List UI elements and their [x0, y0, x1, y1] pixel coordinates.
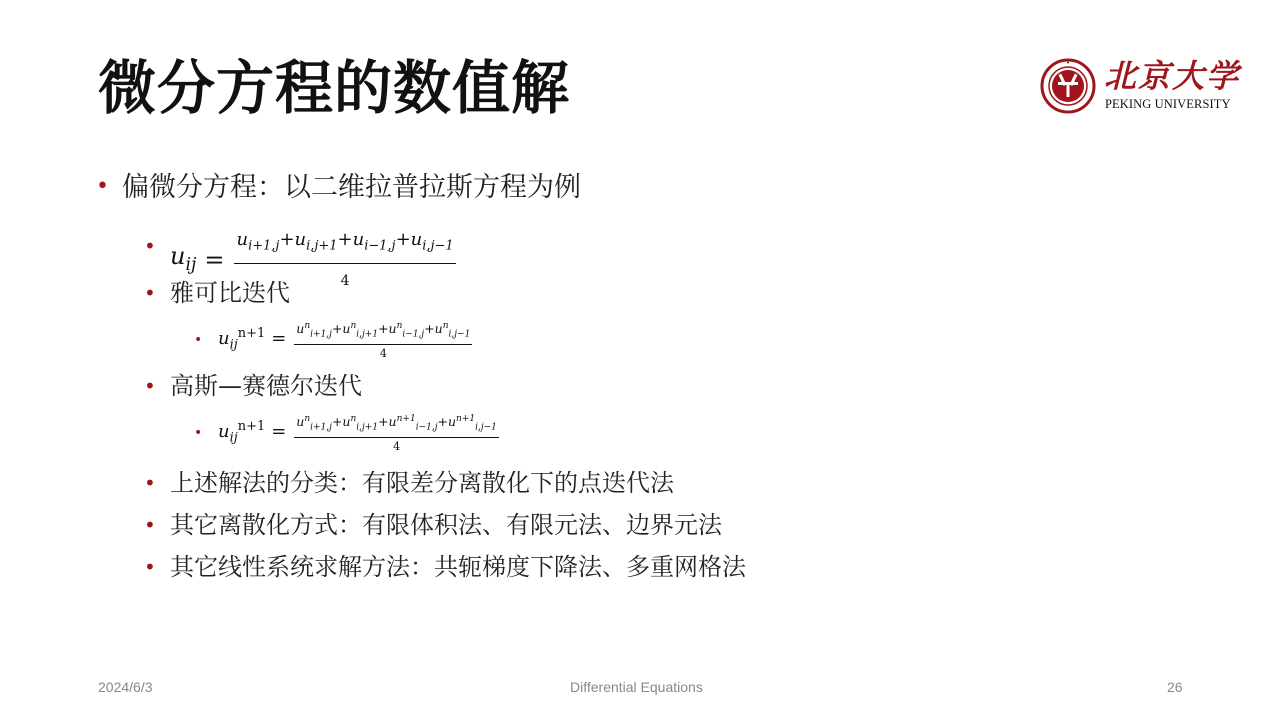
bullet-classification	[144, 468, 674, 498]
bullet-dot-icon: •	[144, 513, 156, 537]
university-seal-icon	[1040, 58, 1096, 114]
formula-jacobi: $u_{ij}^{n+1}$ = $\frac{u^n_{i+1,j}+u^n_{i,j+1}+u^n_{i-1,j}+u^n_{i,j-1}}{4}$	[218, 318, 472, 360]
footer-page-number: 26	[1167, 679, 1183, 695]
footer-date: 2024/6/3	[98, 679, 153, 695]
formula-gauss-seidel: $u_{ij}^{n+1}$ = $\frac{u^n_{i+1,j}+u^n_{i,j+1}+u^{n+1}_{i-1,j}+u^{n+1}_{i,j-1}}{4}$	[218, 411, 499, 453]
bullet-other-discretization	[144, 510, 722, 540]
bullet-text: 高斯—赛德尔迭代	[170, 372, 362, 400]
bullet-dot-icon: •	[144, 281, 156, 305]
bullet-jacobi-formula	[194, 318, 472, 360]
bullet-dot-icon: •	[144, 374, 156, 398]
bullet-dot-icon: •	[144, 234, 156, 258]
bullet-jacobi	[144, 278, 290, 308]
bullet-text: 偏微分方程：以二维拉普拉斯方程为例	[122, 172, 581, 203]
bullet-dot-icon: •	[144, 471, 156, 495]
logo-chinese-name: 北京大学	[1104, 57, 1241, 95]
bullet-gauss-seidel	[144, 371, 362, 401]
footer-course: Differential Equations	[570, 679, 703, 695]
bullet-dot-icon: •	[194, 425, 203, 441]
slide-title: 微分方程的数值解	[98, 54, 571, 122]
bullet-pde-intro	[96, 171, 581, 205]
bullet-gauss-seidel-formula	[194, 411, 499, 453]
bullet-dot-icon: •	[96, 174, 109, 199]
bullet-dot-icon: •	[194, 332, 203, 348]
bullet-text: 上述解法的分类：有限差分离散化下的点迭代法	[170, 469, 674, 497]
bullet-other-solvers	[144, 552, 746, 582]
bullet-text: 其它离散化方式：有限体积法、有限元法、边界元法	[170, 511, 722, 539]
logo-english-name: PEKING UNIVERSITY	[1105, 97, 1231, 111]
bullet-text: 其它线性系统求解方法：共轭梯度下降法、多重网格法	[170, 553, 746, 581]
formula-laplace-update: $u_{ij}$ = $\frac{u_{i+1,j}+u_{i,j+1}+u_{i-1,j}+u_{i,j-1}}{4}$	[170, 225, 456, 296]
bullet-dot-icon: •	[144, 555, 156, 579]
bullet-text: 雅可比迭代	[170, 279, 290, 307]
university-logo	[1040, 58, 1240, 114]
